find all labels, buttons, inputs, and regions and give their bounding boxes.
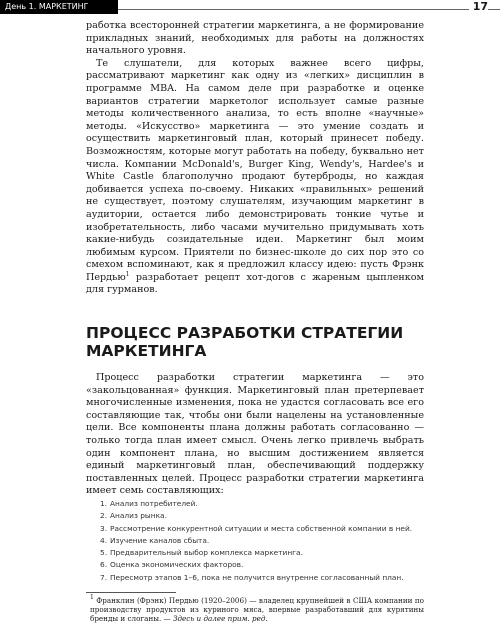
- list-item-text: Рассмотрение конкурентной ситуации и места собственной компании в ней.: [110, 523, 413, 533]
- paragraph-process: Процесс разработки стратегии маркетинга — это «закольцованная» функция. Маркетинговый план претерпевает многочисленные изменения, пока не удастся согласовать все его составляющие так, чтобы они были нацелены на установленные цели. Все компоненты плана должны работать согласованно — только тогда план имеет смысл. Очень легко привлечь выбрать один компонент плана, но высшим достижением является единый маркетинговый план, обеспечивающий поддержку поставленных целей. Процесс разработки стратегии маркетинга имеет семь составляющих:: [86, 372, 424, 497]
- running-header-chapter: День 1. МАРКЕТИНГ: [0, 0, 118, 14]
- paragraph-text-end: разработает рецепт хот-догов с жареным цыпленком для гурманов.: [86, 271, 424, 296]
- page-number: 17: [469, 0, 488, 14]
- section-heading: ПРОЦЕСС РАЗРАБОТКИ СТРАТЕГИИ МАРКЕТИНГА: [86, 324, 404, 361]
- list-item: [86, 523, 424, 535]
- footnote-editor-note: Здесь и далее прим. ред.: [173, 614, 268, 624]
- footnote-marker: 1: [90, 594, 94, 602]
- list-item-text: Пересмотр этапов 1–6, пока не получится внутренне согласованный план.: [110, 572, 404, 582]
- list-item-text: Изучение каналов сбыта.: [110, 535, 210, 545]
- paragraph-marketing-art: [86, 58, 424, 297]
- steps-list: [86, 498, 424, 584]
- page-body: [86, 20, 424, 624]
- header-rule: [118, 9, 500, 10]
- list-item-number: 4.: [100, 535, 108, 545]
- list-item: [86, 559, 424, 571]
- list-item: [86, 535, 424, 547]
- list-item-number: 2.: [100, 511, 108, 521]
- list-item-number: 3.: [100, 523, 108, 533]
- list-item-text: Анализ рынка.: [110, 511, 167, 521]
- list-item-number: 1.: [100, 499, 108, 508]
- list-item-number: 6.: [100, 560, 108, 570]
- list-item-text: Предварительный выбор комплекса маркетинга.: [110, 548, 303, 558]
- paragraph-continuation: работка всесторонней стратегии маркетинга, а не формирование прикладных знаний, необходимых для работы на должностях начального уровня.: [86, 20, 424, 57]
- footnote-reference[interactable]: 1: [125, 270, 130, 278]
- list-item-text: Анализ потребителей.: [110, 499, 198, 508]
- footnote-text: Франклин (Фрэнк) Пердью (1920–2006) — владелец крупнейшей в США компании по производству продуктов из куриного мяса, впервые разработавший для курятины бренды и слоганы.: [90, 596, 424, 624]
- list-item-number: 5.: [100, 548, 108, 558]
- list-item: [86, 547, 424, 559]
- page-header: [0, 0, 500, 14]
- list-item-number: 7.: [100, 572, 108, 582]
- list-item-text: Оценка экономических факторов.: [110, 560, 244, 570]
- footnote-divider: [86, 592, 176, 593]
- list-item: [86, 572, 424, 584]
- list-item: [86, 510, 424, 522]
- footnote: $^1$ Франклин (Фрэнк) Пердью (1920–2006) — владелец крупнейшей в США компании по производству продуктов из куриного мяса, впервые разработавший для курятины бренды и слоганы. — Здесь и далее прим. ред.: [90, 594, 424, 624]
- paragraph-text: Те слушатели, для которых важнее всего цифры, рассматривают маркетинг как одну из «легких» дисциплин в программе MBA. На самом деле при разработке и оценке вариантов стратегии маркетолог использует самые разные методы количественного анализа, то есть вполне «научные» методы. «Искусство» маркетинга — это умение создать и осуществить маркетинговый план, который принесет победу. Возможностям, которые могут работать на победу, буквально нет числа. Компании McDonald's, Burger King, Wendy's, Hardee's и White Castle благополучно продают бутерброды, но каждая добивается успеха по-своему. Никаких «правильных» решений не существует, поэтому слушателям, изучающим маркетинг в аудитории, остается либо демонстрировать тонкие чутье и изобретательность, либо часами мучительно придумывать хоть какие-нибудь созидательные идеи. Маркетинг был моим любимым курсом. Приятели по бизнес-школе до сих пор это со смехом вспоминают, как я предложил классу идею: пусть Фрэнк Пердью: [86, 57, 424, 283]
